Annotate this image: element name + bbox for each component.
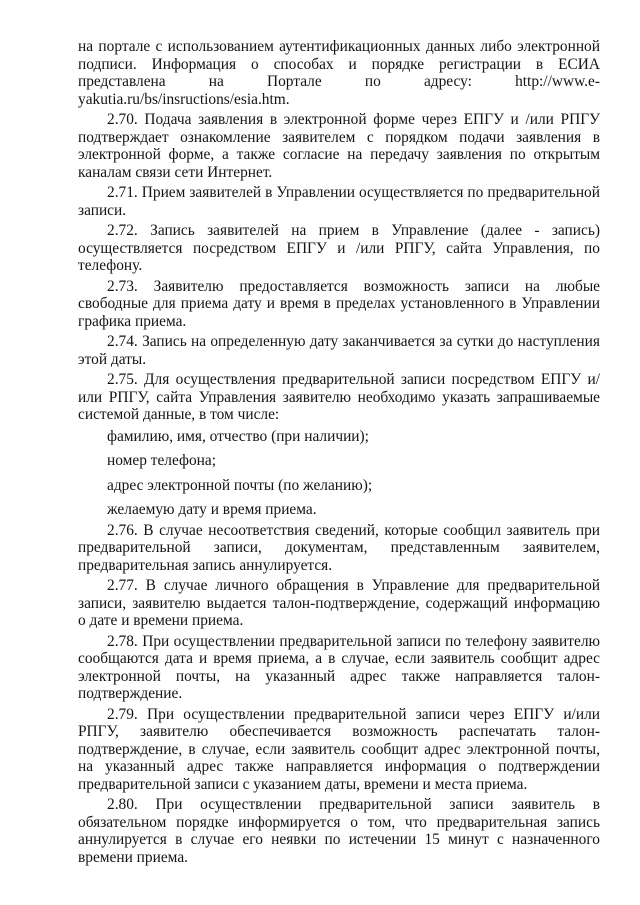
list-item: желаемую дату и время приема. xyxy=(107,501,317,518)
paragraph-2-72: 2.72. Запись заявителей на прием в Управление (далее - запись) осуществляется посредством ЕПГУ и /или РПГУ, сайта Управления, по телефону. xyxy=(78,222,600,274)
paragraph-2-73: 2.73. Заявителю предоставляется возможность записи на любые свободные для приема дату и время в пределах установленного в Управлении графика приема. xyxy=(78,277,600,330)
paragraph-2-74: 2.74. Запись на определенную дату заканчивается за сутки до наступления этой даты. xyxy=(78,333,600,368)
paragraph-2-78: 2.78. При осуществлении предварительной записи по телефону заявителю сообщаются дата и время приема, а в случае, если заявитель сообщит адрес электронной почты, на указанный адрес также направляется талон-подтверждение. xyxy=(78,632,600,702)
list-item: фамилию, имя, отчество (при наличии); xyxy=(107,427,369,445)
paragraph-2-77: 2.77. В случае личного обращения в Управление для предварительной записи, заявителю выдается талон-подтверждение, содержащий информацию о дате и времени приема. xyxy=(78,577,600,629)
paragraph-2-79: 2.79. При осуществлении предварительной записи через ЕПГУ и/или РПГУ, заявителю обеспечивается возможность распечатать талон-подтверждение, в случае, если заявитель сообщит адрес электронной почты, на указанный адрес также направляется информация о подтверждении предварительной записи с указанием даты, времени и места приема. xyxy=(78,705,600,793)
paragraph-2-70: 2.70. Подача заявления в электронной форме через ЕПГУ и /или РПГУ подтверждает ознакомление заявителем с порядком подачи заявления в электронной форме, а также согласие на передачу заявления по открытым каналам связи сети Интернет. xyxy=(78,111,600,181)
document-page xyxy=(78,38,600,869)
list-item: номер телефона; xyxy=(107,452,217,469)
paragraph-2-80: 2.80. При осуществлении предварительной записи заявитель в обязательном порядке информируется о том, что предварительная запись аннулируется в случае его неявки по истечении 15 минут с назначенного времени приема. xyxy=(78,796,600,866)
paragraph-2-75: 2.75. Для осуществления предварительной записи посредством ЕПГУ и/или РПГУ, сайта Управления заявителю необходимо указать запрашиваемые системой данные, в том числе: xyxy=(78,371,600,423)
paragraph-2-76: 2.76. В случае несоответствия сведений, которые сообщил заявитель при предварительной записи, документам, представленным заявителем, предварительная запись аннулируется. xyxy=(78,521,600,574)
paragraph-continuation: на портале с использованием аутентификационных данных либо электронной подписи. Информация о способах и порядке регистрации в ЕСИА представлена на Портале по адресу: http://www.e-yakutia.ru/bs/insructions/esia.htm. xyxy=(78,38,600,108)
list-item: адрес электронной почты (по желанию); xyxy=(107,476,373,494)
required-data-list xyxy=(78,428,600,519)
paragraph-2-71: 2.71. Прием заявителей в Управлении осуществляется по предварительной записи. xyxy=(78,184,600,219)
